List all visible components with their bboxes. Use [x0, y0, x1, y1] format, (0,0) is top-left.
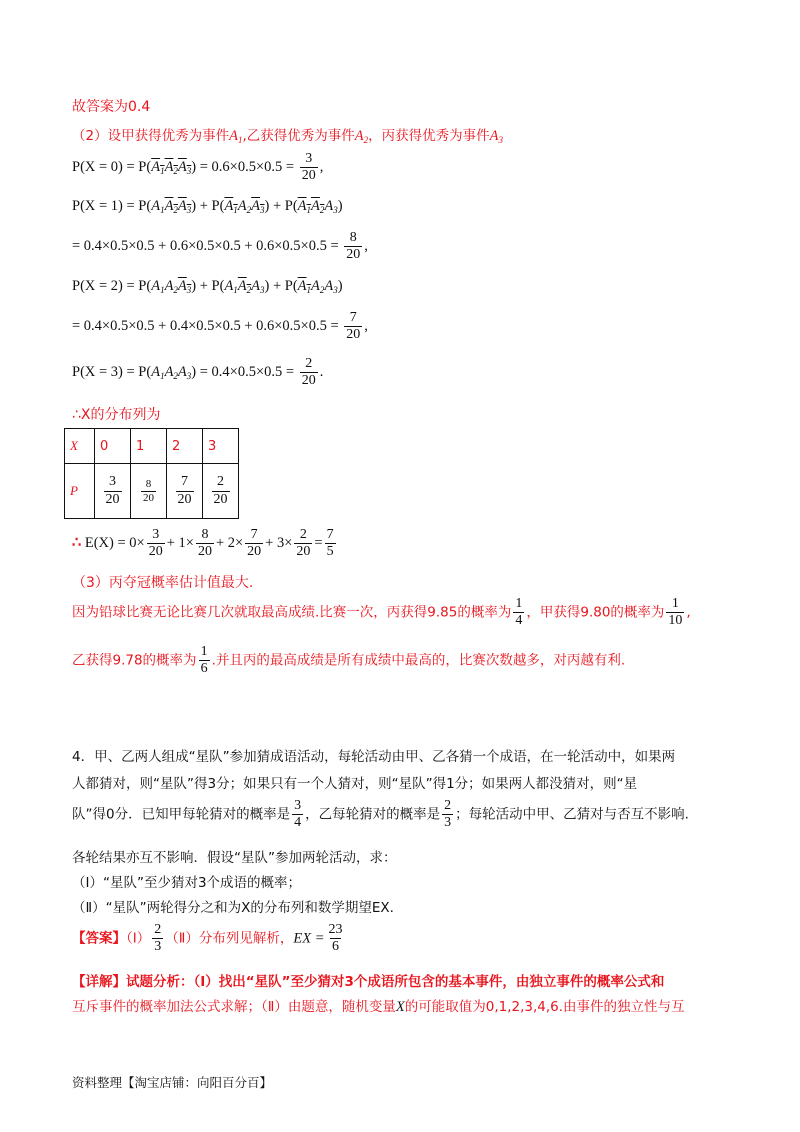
frac-den: 20 [247, 544, 262, 560]
frac-num: 7 [326, 527, 334, 542]
frac-den: 20 [301, 168, 316, 184]
frac-cell [104, 474, 122, 507]
frac-num: 3 [305, 151, 313, 166]
frac-num: 2 [444, 798, 452, 813]
frac-num: 1 [671, 596, 679, 611]
eq-p3: $P(X = 3) = P(A_1A_2A_3) = 0.4\times 0.5\times 0.5$ = $\frac{2}{20}$ . [72, 356, 324, 389]
detail-text-2a: 互斥事件的概率加法公式求解；（Ⅱ）由题意，随机变量 [72, 999, 396, 1015]
event-a1: $A_1$ [229, 128, 243, 145]
table-cell [167, 464, 203, 519]
frac-yi [199, 644, 210, 677]
q4-line3 [72, 798, 689, 831]
frac-q-jia [292, 798, 303, 831]
frac-ex-t4 [294, 527, 312, 560]
part2-intro: （2）设甲获得优秀为事件$A_1$,乙获得优秀为事件$A_2$，丙获得优秀为事件$A_3$ [72, 128, 503, 145]
frac-num: 8 [349, 230, 357, 245]
frac-cell [212, 474, 230, 507]
eq-p1-lhs: P(X = 1) = P( [72, 198, 152, 214]
answer-line: 故答案为0.4 [72, 99, 151, 115]
table-cell [203, 464, 239, 519]
eq-p2: $P(X = 2) = P(A_1A_2A_3) + P(A_1A_2A_3) + P(A_1A_2A_3)$ [72, 278, 343, 295]
page-footer: 资料整理【淘宝店铺：向阳百分百】 [72, 1075, 273, 1090]
table-row [65, 464, 239, 519]
part3-text-b: ，甲获得9.80的概率为 [526, 604, 665, 621]
frac-p3 [300, 356, 318, 389]
table-row [65, 429, 239, 464]
q4-part1: （Ⅰ）“星队”至少猜对3个成语的概率； [72, 875, 302, 891]
q4-line1: 4．甲、乙两人组成“星队”参加猜成语活动，每轮活动由甲、乙各猜一个成语，在一轮活动中，如果两 [72, 749, 676, 765]
q4-line4: 各轮结果亦互不影响．假设“星队”参加两轮活动，求： [72, 850, 397, 866]
part3-text-a: 因为铅球比赛无论比赛几次就取最高成绩.比赛一次，丙获得9.85的概率为 [72, 604, 512, 621]
frac-num: 3 [294, 798, 302, 813]
frac-den: 6 [200, 661, 208, 677]
answer-ex: EX = [293, 930, 325, 947]
frac-den: 20 [177, 491, 192, 507]
frac-num: 2 [154, 922, 162, 937]
eq-p0: $P(X = 0) = P(A_1A_2A_3) = 0.6\times 0.5\times 0.5$ = $\frac{3}{20}$ , [72, 151, 324, 184]
eq-p1-event-1: $A_1A_2A_3$ [151, 198, 192, 215]
detail-line1 [72, 970, 664, 990]
frac-den: 20 [105, 491, 120, 507]
frac-num: 2 [217, 474, 224, 490]
detail-line2 [72, 995, 685, 1016]
table-cell: 3 [203, 429, 239, 464]
part2-text-b: 乙获得优秀为事件 [246, 128, 355, 144]
frac-p2 [344, 310, 362, 343]
frac-num: 1 [200, 644, 208, 659]
frac-den: 3 [154, 939, 162, 955]
eq-p0-event: $A_1A_2A_3$ [151, 158, 192, 176]
frac-q-yi [442, 798, 453, 831]
frac-p0 [300, 151, 318, 184]
part3-text-d: .并且丙的最高成绩是所有成绩中最高的，比赛次数越多，对丙越有利. [211, 652, 626, 669]
q4-part2: （Ⅱ）“星队”两轮得分之和为X的分布列和数学期望EX. [72, 900, 394, 916]
part3-line1: 因为铅球比赛无论比赛几次就取最高成绩.比赛一次，丙获得9.85的概率为 $\frac{1}{4}$ ，甲获得9.80的概率为 $\frac{1}{10}$ , [72, 596, 691, 629]
eq-p2-event-1: $A_1A_2A_3$ [151, 278, 192, 295]
frac-num: 2 [299, 527, 307, 542]
q4-text-a: 队”得0分．已知甲每轮猜对的概率是 [72, 806, 291, 823]
frac-den: 20 [148, 544, 163, 560]
eq-p1-event-3: $A_1A_2A_3$ [297, 198, 338, 215]
frac-jia [666, 596, 684, 629]
eq-p2-event-2: $A_1A_2A_3$ [224, 278, 265, 295]
frac-num: 3 [152, 527, 160, 542]
frac-den: 4 [515, 613, 523, 629]
frac-num: 23 [328, 922, 343, 937]
frac-num: 8 [145, 477, 152, 490]
var-x: X [395, 999, 405, 1015]
frac-num: 7 [349, 310, 357, 325]
detail-text-1: 【详解】试题分析：（Ⅰ）找出“星队”至少猜对3个成语所包含的基本事件，由独立事件的概率公式和 [72, 974, 665, 990]
eq-p1-calc: = 0.4×0.5×0.5 + 0.6×0.5×0.5 + 0.6×0.5×0.5 = $\frac{8}{20}$ , [72, 230, 368, 263]
frac-ex-t3 [245, 527, 263, 560]
frac-den: 20 [346, 327, 361, 343]
table-cell: 2 [167, 429, 203, 464]
frac-den: 20 [296, 544, 311, 560]
answer-part2: （Ⅱ）分布列见解析， [165, 930, 294, 947]
frac-den: 20 [301, 373, 316, 389]
eq-p3-val: ) = 0.4×0.5×0.5 = [191, 363, 295, 380]
part3-title: （3）丙夺冠概率估计值最大. [72, 575, 254, 591]
frac-cell [141, 478, 156, 504]
frac-num: 7 [181, 474, 188, 490]
frac-num: 3 [109, 474, 116, 490]
eq-p0-val: ) = 0.6×0.5×0.5 = [191, 158, 295, 175]
frac-den: 20 [346, 247, 361, 263]
detail-text-2b: 的可能取值为0,1,2,3,4,6.由事件的独立性与互 [404, 999, 685, 1015]
table-cell: 1 [131, 429, 167, 464]
part3-line2 [72, 644, 625, 677]
ex-equation: ∴ E(X) = 0× $\frac{3}{20}$ + 1× $\frac{8}{20}$ + 2× $\frac{7}{20}$ + 3× $\frac{2}{20}$ = $\frac{7}{5}$ [72, 527, 334, 560]
q4-line2: 人都猜对，则“星队”得3分；如果只有一个人猜对，则“星队”得1分；如果两人都没猜对，则“星 [72, 776, 638, 792]
frac-ans-1 [152, 922, 163, 955]
frac-den: 10 [668, 613, 683, 629]
part2-text-a: （2）设甲获得优秀为事件 [72, 128, 230, 144]
answer-block [72, 922, 347, 955]
eq-p3-lhs: P(X = 3) = P( [72, 363, 152, 380]
eq-p0-lhs: P(X = 0) = P( [72, 158, 152, 175]
ex-expr: E(X) = 0× [84, 534, 145, 551]
frac-den: 20 [213, 491, 228, 507]
distribution-table [64, 428, 239, 519]
q4-text-b: ，乙每轮猜对的概率是 [305, 806, 441, 823]
frac-cell [176, 474, 194, 507]
part3-text-c: 乙获得9.78的概率为 [72, 652, 197, 669]
answer-label: 【答案】 [72, 930, 126, 947]
frac-den: 5 [326, 544, 334, 560]
eq-p1-event-2: $A_1A_2A_3$ [224, 198, 265, 215]
event-a3: $A_3$ [489, 128, 503, 145]
frac-p1 [344, 230, 362, 263]
eq-p1-calc-text: = 0.4×0.5×0.5 + 0.6×0.5×0.5 + 0.6×0.5×0.5 = [72, 237, 339, 254]
frac-num: 7 [250, 527, 258, 542]
table-cell [131, 464, 167, 519]
frac-num: 2 [305, 356, 313, 371]
frac-ex-result [325, 527, 336, 560]
eq-p3-event: $A_1A_2A_3$ [151, 363, 192, 381]
frac-ex-t1 [147, 527, 165, 560]
frac-den: 3 [444, 815, 452, 831]
frac-bing [513, 596, 524, 629]
event-a2: $A_2$ [354, 128, 369, 145]
table-cell: 0 [95, 429, 131, 464]
frac-den: 20 [143, 491, 154, 504]
frac-num: 1 [515, 596, 523, 611]
part2-text-c: 丙获得优秀为事件 [381, 128, 490, 144]
eq-p2-calc: = 0.4×0.5×0.5 + 0.4×0.5×0.5 + 0.6×0.5×0.5 = $\frac{7}{20}$ , [72, 310, 368, 343]
table-header-x: X [65, 429, 95, 464]
eq-p2-lhs: P(X = 2) = P( [72, 278, 152, 294]
q4-text-c: ；每轮活动中甲、乙猜对与否互不影响. [455, 806, 689, 823]
table-header-p: P [65, 464, 95, 519]
eq-p1: $P(X = 1) = P(A_1A_2A_3) + P(A_1A_2A_3) + P(A_1A_2A_3)$ [72, 198, 343, 215]
frac-den: 4 [294, 815, 302, 831]
frac-ans-ex [327, 922, 345, 955]
dist-title: ∴X的分布列为 [72, 407, 161, 423]
eq-p2-calc-text: = 0.4×0.5×0.5 + 0.4×0.5×0.5 + 0.6×0.5×0.5 = [72, 317, 339, 334]
therefore-symbol: ∴ [72, 534, 82, 551]
frac-den: 20 [197, 544, 212, 560]
frac-den: 6 [332, 939, 340, 955]
table-cell [95, 464, 131, 519]
eq-p2-event-3: $A_1A_2A_3$ [297, 278, 338, 295]
answer-part1: （Ⅰ） [126, 930, 151, 947]
frac-num: 8 [201, 527, 209, 542]
frac-ex-t2 [196, 527, 214, 560]
